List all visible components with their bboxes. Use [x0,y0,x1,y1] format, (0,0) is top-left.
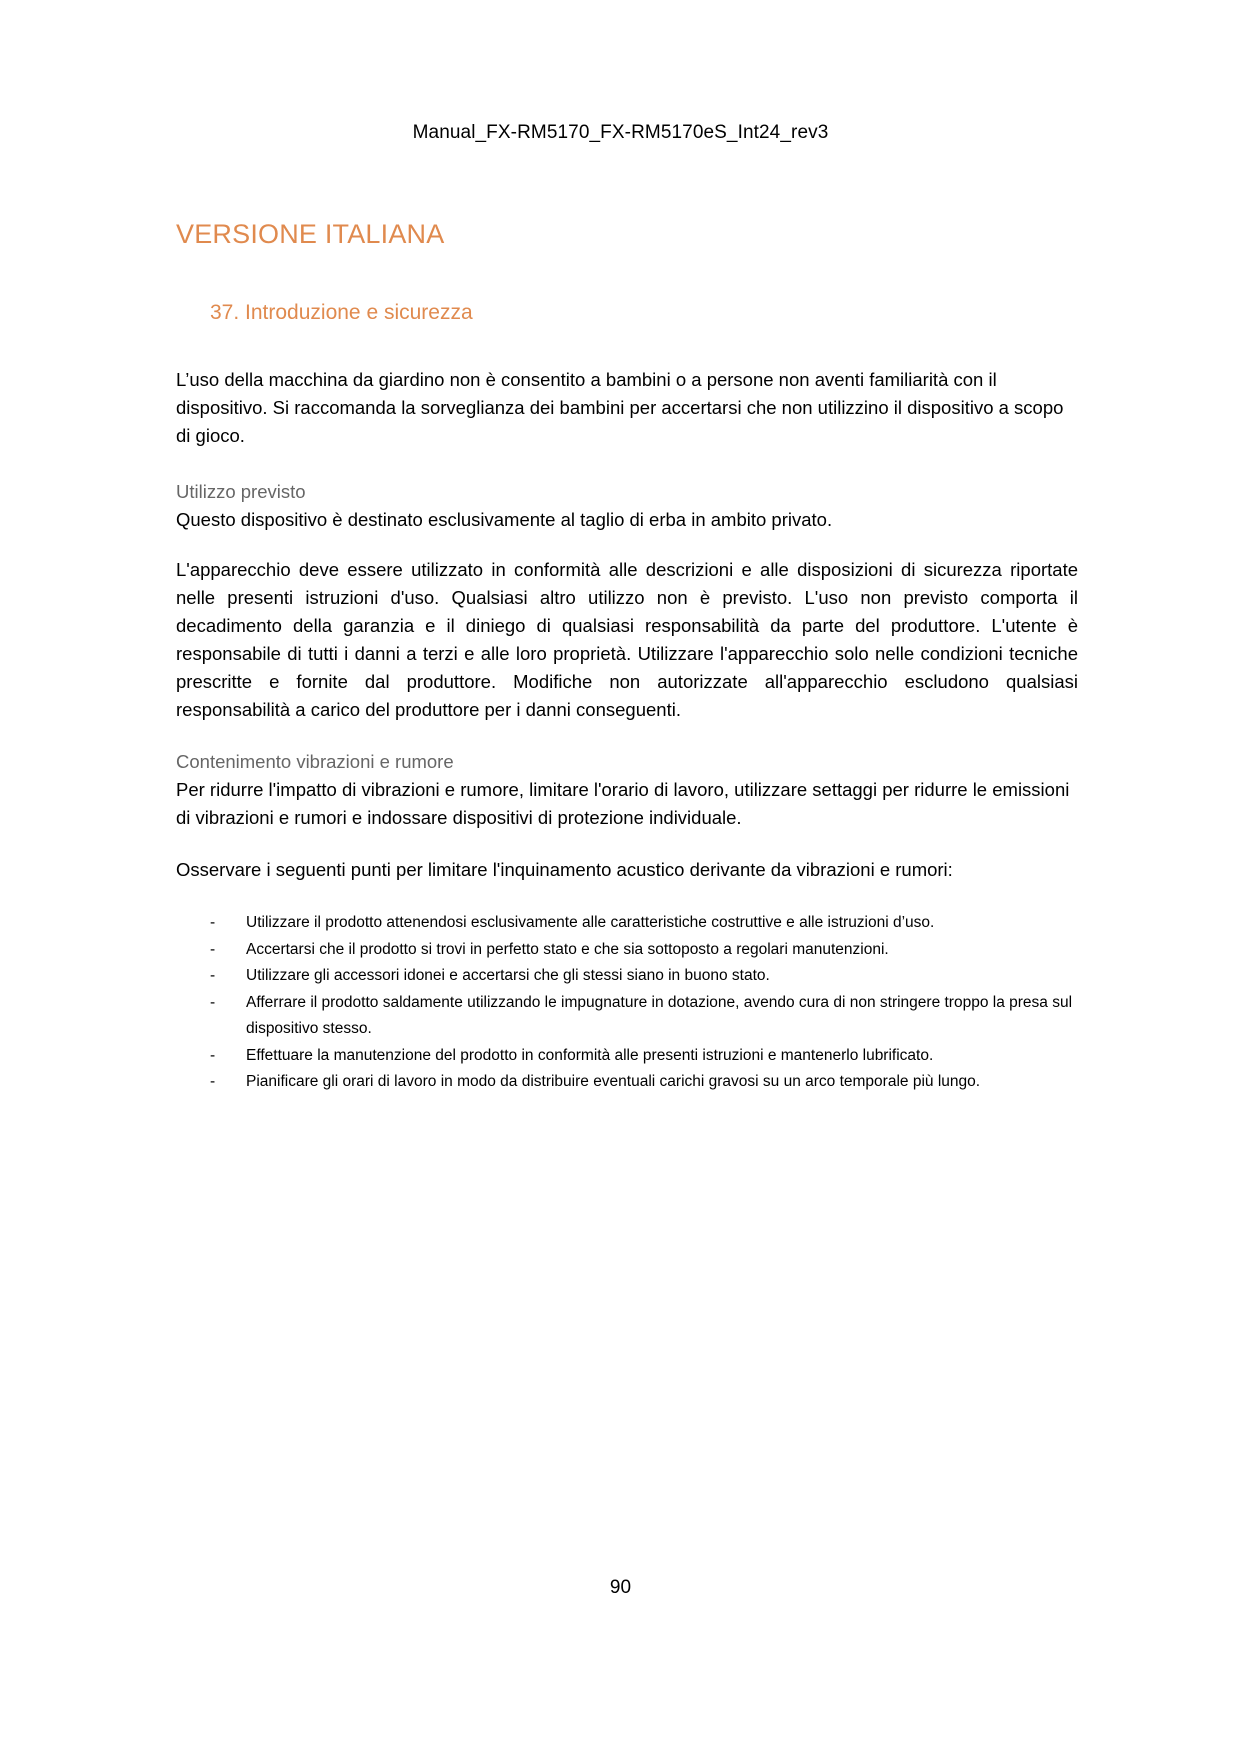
intended-use-heading: Utilizzo previsto [176,481,306,502]
list-item-text: Utilizzare il prodotto attenendosi esclusivamente alle caratteristiche costruttive e alle istruzioni d’uso. [246,914,935,931]
vibration-paragraph: Per ridurre l'impatto di vibrazioni e rumore, limitare l'orario di lavoro, utilizzare settaggi per ridurre le emissioni di vibrazioni e rumori e indossare dispositivi di protezione individuale. [176,779,1070,828]
list-item [176,910,1078,937]
bullet-marker: - [210,1046,216,1064]
intended-use-line: Questo dispositivo è destinato esclusivamente al taglio di erba in ambito privato. [176,509,833,530]
vibration-bullet-list [176,910,1078,1096]
list-item [176,990,1078,1043]
vibration-heading: Contenimento vibrazioni e rumore [176,751,454,772]
bullet-marker: - [210,993,216,1011]
page-number: 90 [609,1577,632,1598]
section-title: VERSIONE ITALIANA [176,219,445,249]
list-item [176,1043,1078,1070]
vibration-intro-line: Osservare i seguenti punti per limitare l'inquinamento acustico derivante da vibrazioni e rumori: [176,859,953,880]
bullet-marker: - [210,914,216,931]
list-item [176,937,1078,964]
list-item-text: Pianificare gli orari di lavoro in modo da distribuire eventuali carichi gravosi su un arco temporale più lungo. [246,1073,981,1090]
intro-paragraph: L’uso della macchina da giardino non è consentito a bambini o a persone non aventi familiarità con il dispositivo. Si raccomanda la sorveglianza dei bambini per accertarsi che non utilizzino il dispositivo a scopo di gioco. [176,369,1064,446]
document-header: Manual_FX-RM5170_FX-RM5170eS_Int24_rev3 [412,122,829,143]
bullet-marker: - [210,967,216,984]
list-item-text: Effettuare la manutenzione del prodotto in conformità alle presenti istruzioni e mantenerlo lubrificato. [246,1046,934,1064]
list-item-text: Utilizzare gli accessori idonei e accertarsi che gli stessi siano in buono stato. [246,967,770,984]
list-item-text: Accertarsi che il prodotto si trovi in perfetto stato e che sia sottoposto a regolari manutenzioni. [246,940,889,958]
list-item-text: Afferrare il prodotto saldamente utilizzando le impugnature in dotazione, avendo cura di non stringere troppo la presa sul dispositivo stesso. [246,993,1073,1037]
list-item [176,1069,1078,1096]
bullet-marker: - [210,940,216,958]
document-content [176,214,1078,1096]
bullet-marker: - [210,1073,216,1090]
intended-use-paragraph: L'apparecchio deve essere utilizzato in conformità alle descrizioni e alle disposizioni di sicurezza riportate nelle presenti istruzioni d'uso. Qualsiasi altro utilizzo non è previsto. L'uso non previsto comporta il decadimento della garanzia e il diniego di qualsiasi responsabilità da parte del produttore. L'utente è responsabile di tutti i danni a terzi e alle loro proprietà. Utilizzare l'apparecchio solo nelle condizioni tecniche prescritte e fornite dal produttore. Modifiche non autorizzate all'apparecchio escludono qualsiasi responsabilità a carico del produttore per i danni conseguenti. [176,559,1078,720]
list-item [176,963,1078,990]
chapter-title: 37. Introduzione e sicurezza [210,301,473,324]
